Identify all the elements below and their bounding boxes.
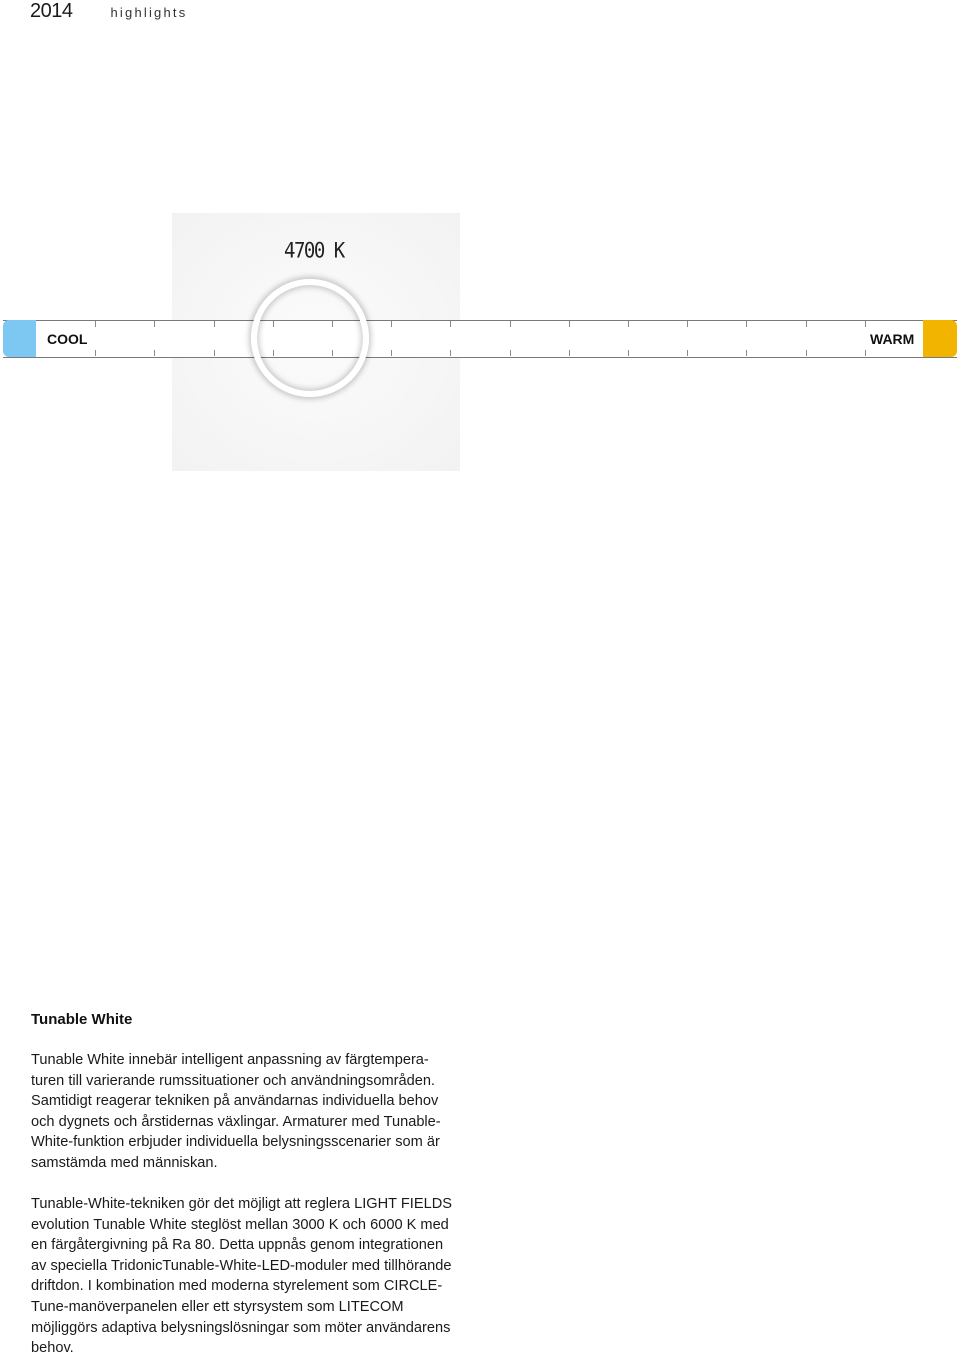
slider-tick [746, 321, 747, 327]
paragraph-1 [31, 1050, 501, 1174]
slider-tick [865, 321, 866, 327]
paragraph-line: driftdon. I kombination med moderna styrelement som CIRCLE- [31, 1278, 443, 1295]
slider-tick [391, 321, 392, 327]
article-heading: Tunable White [31, 1011, 133, 1028]
paragraph-line: samstämda med människan. [31, 1154, 218, 1171]
warm-end-cap [923, 320, 957, 357]
cool-end-cap [3, 320, 36, 357]
slider-tick [214, 321, 215, 327]
slider-knob-ring[interactable] [251, 279, 369, 397]
slider-tick [687, 350, 688, 356]
slider-tick [746, 350, 747, 356]
slider-tick [510, 321, 511, 327]
paragraph-line: av speciella TridonicTunable-White-LED-moduler med tillhörande [31, 1257, 452, 1274]
slider-tick [154, 350, 155, 356]
slider-tick [628, 321, 629, 327]
slider-tick [806, 350, 807, 356]
slider-tick [569, 321, 570, 327]
paragraph-2 [31, 1194, 501, 1359]
paragraph-line: turen till varierande rumssituationer och användningsområden. [31, 1072, 435, 1089]
paragraph-line: evolution Tunable White steglöst mellan 3000 K och 6000 K med [31, 1216, 449, 1233]
paragraph-line: och dygnets och årstidernas växlingar. Armaturer med Tunable- [31, 1113, 441, 1130]
slider-tick [450, 321, 451, 327]
slider-tick [865, 350, 866, 356]
paragraph-line: en färgåtergivning på Ra 80. Detta uppnås genom integrationen [31, 1237, 444, 1254]
kelvin-readout: 4700 K [284, 238, 344, 264]
section-label: highlights [110, 5, 188, 20]
slider-tick [95, 321, 96, 327]
slider-tick [687, 321, 688, 327]
paragraph-line: behov. [31, 1340, 74, 1357]
slider-tick [806, 321, 807, 327]
paragraph-line: Samtidigt reagerar tekniken på användarnas individuella behov [31, 1093, 439, 1110]
slider-tick [154, 321, 155, 327]
warm-label: WARM [870, 331, 915, 347]
slider-tick [569, 350, 570, 356]
slider-tick [214, 350, 215, 356]
slider-tick [450, 350, 451, 356]
page-header [30, 0, 187, 26]
slider-tick [95, 350, 96, 356]
paragraph-line: Tune-manöverpanelen eller ett styrsystem som LITECOM [31, 1298, 404, 1315]
year-label: 2014 [30, 0, 73, 22]
slider-tick [628, 350, 629, 356]
color-temperature-slider-track[interactable] [3, 320, 957, 358]
paragraph-line: Tunable White innebär intelligent anpassning av färgtempera- [31, 1052, 429, 1068]
paragraph-line: möjliggörs adaptiva belysningslösningar som möter användarens [31, 1319, 451, 1336]
slider-tick [391, 350, 392, 356]
slider-tick [510, 350, 511, 356]
paragraph-line: White-funktion erbjuder individuella belysningsscenarier som är [31, 1134, 440, 1151]
cool-label: COOL [47, 331, 88, 347]
paragraph-line: Tunable-White-tekniken gör det möjligt att reglera LIGHT FIELDS [31, 1196, 452, 1212]
